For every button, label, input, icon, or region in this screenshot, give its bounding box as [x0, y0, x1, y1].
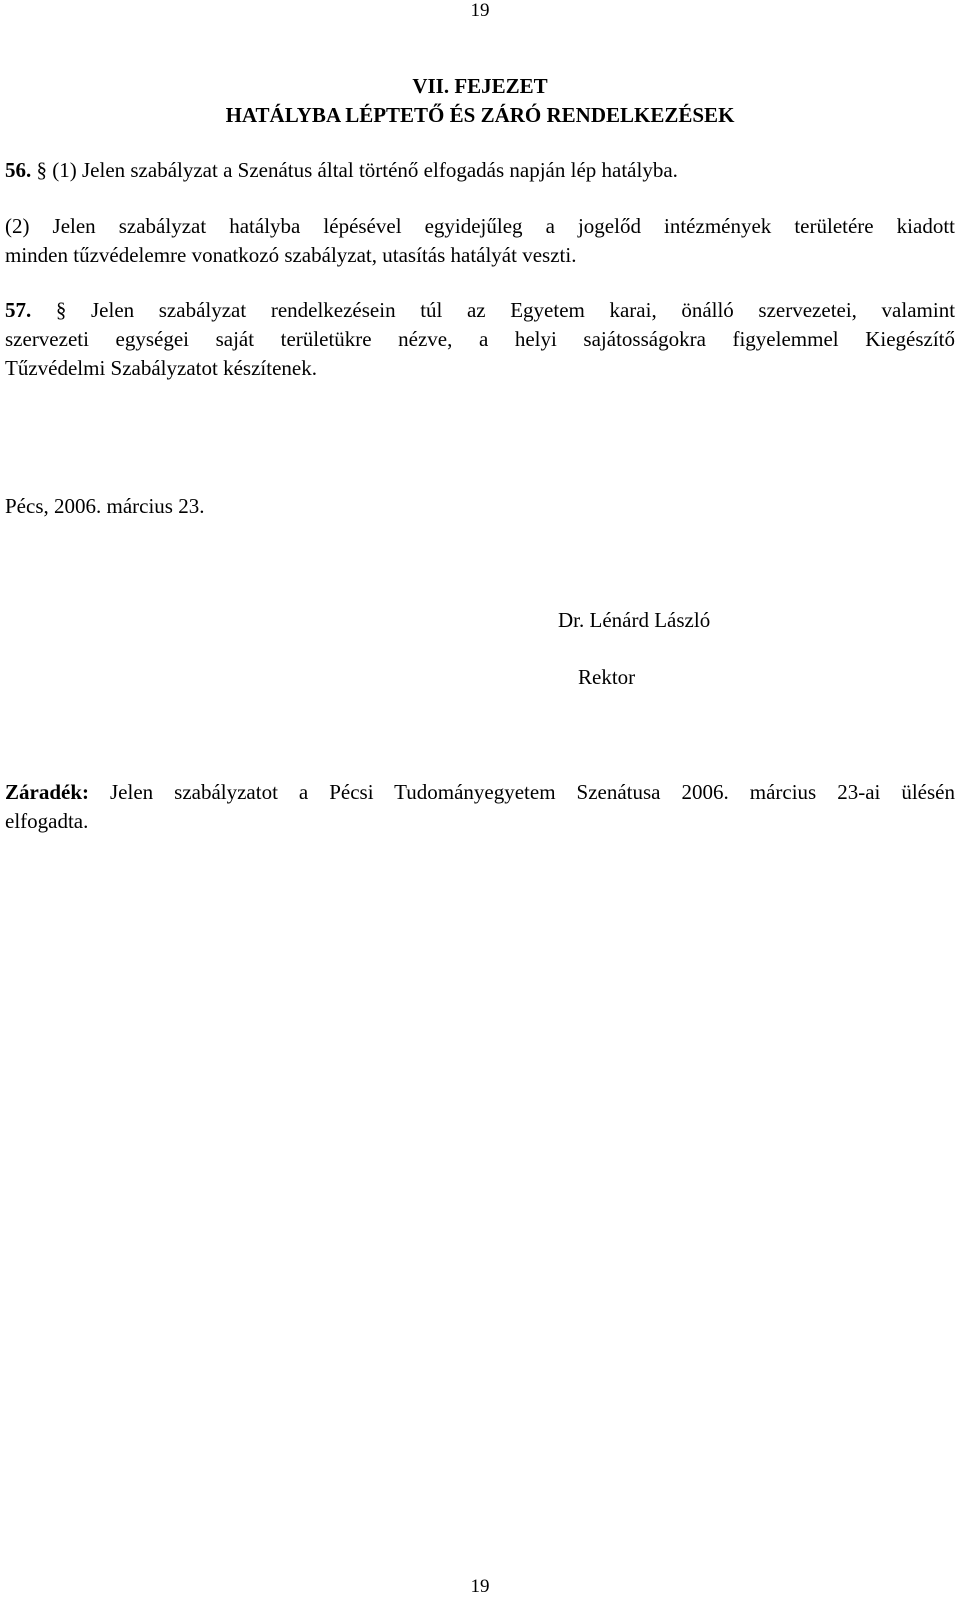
clause-line1: [5, 778, 955, 807]
section-57-symbol: §: [55, 298, 67, 322]
section-57-line2: szervezeti egységei saját területükre nézve, a helyi sajátosságokra figyelemmel Kiegészítő: [5, 327, 955, 351]
section-56-para2-line2: minden tűzvédelemre vonatkozó szabályzat, utasítás hatályát veszti.: [5, 243, 577, 267]
section-57-line1: Jelen szabályzat rendelkezésein túl az Egyetem karai, önálló szervezetei, valamint: [91, 298, 956, 322]
section-56-number: 56.: [5, 158, 32, 182]
section-57-number: 57.: [5, 298, 32, 322]
clause-label: Záradék:: [5, 780, 89, 804]
chapter-title: HATÁLYBA LÉPTETŐ ÉS ZÁRÓ RENDELKEZÉSEK: [225, 103, 735, 127]
approval-clause: [5, 778, 955, 836]
signer-name: Dr. Lénárd László: [558, 608, 711, 632]
page-number-top: 19: [470, 0, 490, 21]
chapter-number: VII. FEJEZET: [412, 74, 548, 98]
section-56-symbol: §: [36, 158, 47, 182]
clause-text: Jelen szabályzatot a Pécsi Tudományegyetem Szenátusa 2006. március 23-ai ülésén: [110, 780, 955, 804]
section-57-paragraph: [5, 296, 955, 383]
place-date: Pécs, 2006. március 23.: [5, 494, 205, 518]
section-57-line1-wrap: [5, 296, 955, 325]
section-56-para2-line1: (2) Jelen szabályzat hatályba lépésével egyidejűleg a jogelőd intézmények területére kiadott: [5, 214, 955, 238]
chapter-heading: [0, 72, 960, 130]
signer-title: Rektor: [578, 665, 636, 689]
signature-block: [558, 606, 710, 692]
section-56-text: (1) Jelen szabályzat a Szenátus által történő elfogadás napján lép hatályba.: [52, 158, 678, 182]
section-57-line3: Tűzvédelmi Szabályzatot készítenek.: [5, 356, 317, 380]
page-number-bottom: 19: [470, 1576, 490, 1597]
section-56-paragraph-2: [5, 212, 955, 270]
section-56-paragraph-1: [5, 156, 955, 185]
clause-text-2: elfogadta.: [5, 809, 89, 833]
